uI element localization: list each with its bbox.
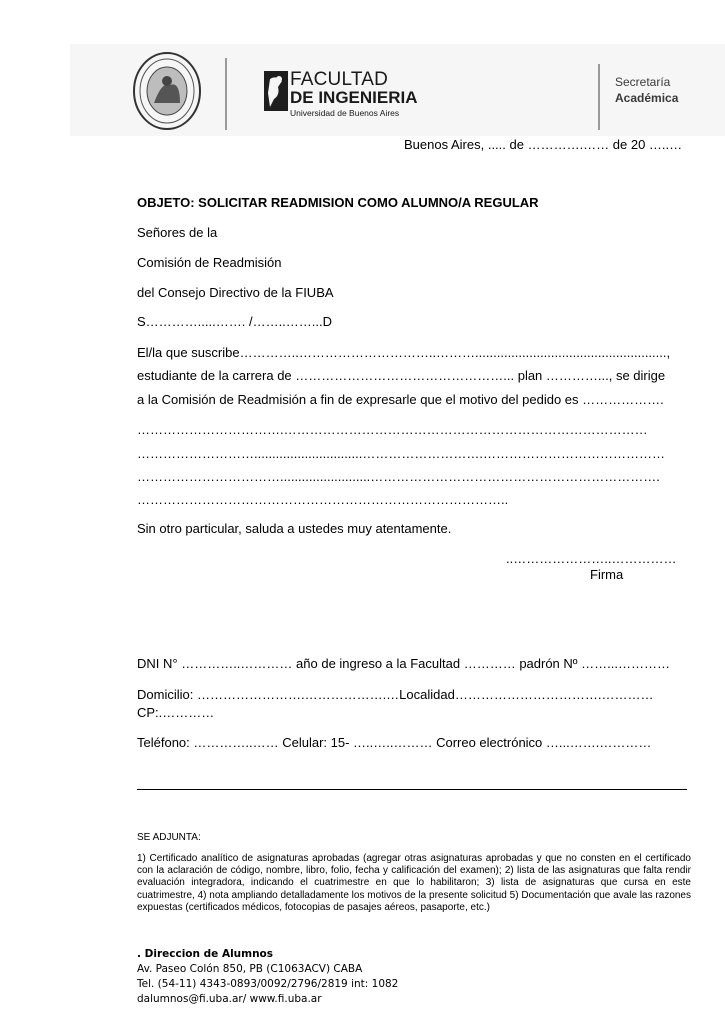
faculty-title: FACULTAD [290, 69, 389, 90]
uba-seal-icon [132, 51, 202, 131]
dotted-line: …………………………….………………………………………………………………………… [137, 422, 648, 437]
closing-line: Sin otro particular, saluda a ustedes muy atentamente. [137, 521, 452, 536]
faculty-name [290, 70, 418, 119]
subject: OBJETO: SOLICITAR READMISION COMO ALUMNO/A REGULAR [137, 195, 539, 210]
salutation-line: Señores de la [137, 225, 218, 240]
body-line: El/la que suscribe…………..…………………………..………....................................................., [137, 345, 671, 360]
university-name: Universidad de Buenos Aires [290, 108, 400, 118]
secretaria-word: Secretaría [615, 75, 671, 89]
dotted-line: …………………………….........................…………………………………………………………. [137, 469, 660, 484]
salutation-line: del Consejo Directivo de la FIUBA [137, 285, 334, 300]
faculty-subtitle: DE INGENIERIA [290, 88, 418, 107]
footer-title: . Direccion de Alumnos [137, 948, 274, 960]
footer-email: dalumnos@fi.uba.ar/ www.fi.uba.ar [137, 993, 322, 1005]
salutation-line: S………….....……. /……..……...D [137, 314, 333, 329]
domicilio-field: Domicilio: …………………….……………….…Localidad…………………………….………… [137, 687, 654, 702]
body-line: a la Comisión de Readmisión a fin de expresarle que el motivo del pedido es ………………. [137, 392, 664, 407]
signature-label: Firma [590, 567, 624, 582]
footer-address: Av. Paseo Colón 850, PB (C1063ACV) CABA [137, 963, 363, 975]
footer-phone: Tel. (54-11) 4343-0893/0092/2796/2819 int: 1082 [137, 978, 399, 990]
dotted-line: ………………………..............................……………………….…………………………………… [137, 446, 665, 461]
dni-field: DNI N° …………..………… año de ingreso a la Facultad ………… padrón Nº ……...………… [137, 656, 670, 671]
academica-word: Académica [615, 91, 679, 105]
header-divider [598, 64, 600, 130]
dotted-line: ………………………………………………………………………….. [137, 492, 509, 507]
signature-line: ..…………………..…………… [506, 551, 677, 566]
adjunta-title: SE ADJUNTA: [137, 832, 201, 843]
cp-field: CP:.………… [137, 705, 215, 720]
fiuba-logo-icon [262, 69, 292, 113]
adjunta-text: 1) Certificado analítico de asignaturas aprobadas (agregar otras asignaturas aprobadas y que no consten en el certificado con la aclaración de código, nombre, libro, folio, fecha y calificación del examen); 2) lista de las asignaturas que falta rendir evaluación integradora, indicando el cuatrimestre en que lo habilitaron; 3) lista de asignaturas que cursa en este cuatrimestre, 4) nota ampliando detalladamente los motivos de la presente solicitud 5) Documentación que avale las razones expuestas (certificados médicos, fotocopias de pasajes aéreos, pasaporte, etc.) [137, 853, 691, 913]
header-divider [225, 58, 227, 130]
date-line: Buenos Aires, ..... de ………….…… de 20 …..… [404, 137, 683, 152]
secretaria-label [615, 74, 678, 106]
body-line: estudiante de la carrera de …………………………………………... plan …………..., se dirige [137, 368, 666, 383]
telefono-field: Teléfono: …………..…… Celular: 15- …..…..……… Correo electrónico …...…….………… [137, 735, 652, 750]
letterhead [70, 44, 725, 136]
salutation-line: Comisión de Readmisión [137, 255, 282, 270]
divider-line [137, 789, 687, 790]
